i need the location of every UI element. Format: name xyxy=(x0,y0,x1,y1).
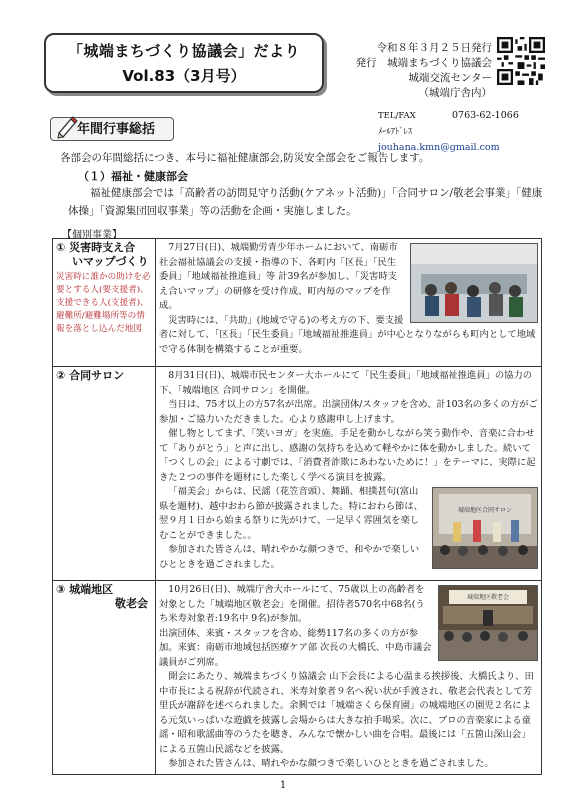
pencil-icon xyxy=(54,113,80,139)
publisher-location: （城端庁舎内） xyxy=(418,87,492,99)
event-title: ② 合同サロン xyxy=(56,369,125,382)
photo-banner-text: 城端地区合同サロン xyxy=(457,507,513,514)
newsletter-title-box xyxy=(44,33,324,93)
event-label-cell xyxy=(53,581,156,775)
email-label: ﾒｰﾙｱﾄﾞﾚｽ xyxy=(378,127,413,137)
event-row-map xyxy=(53,239,542,367)
event-paragraph: 参加された皆さんは、晴れやかな顔つきで、和やかで楽しいひとときを過ごされました。 xyxy=(159,544,420,570)
event-paragraph: 催し物としてまず、「笑いヨガ」を実施。手足を動かしながら笑う動作や、音楽に合わせて「ありがとう」と声に出し、感謝の気持ちを込めて軽やかに体を動かしました。続いて「つくしの会」による寸劇では、「消費者詐欺にあわないために！」をテーマに、実際に起きた２つの事件を題材にした楽しく学べる演目を披露。 xyxy=(159,428,536,483)
newsletter-title: 「城端まちづくり協議会」だより xyxy=(67,42,301,60)
tel-value: 0763-62-1066 xyxy=(452,110,519,121)
subsection-heading: （１）福祉・健康部会 xyxy=(78,170,188,183)
event-paragraph: 7月27日(日)、城端勤労青少年ホームにおいて、南砺市社会福祉協議会の支援・指導の下、各町内「区長」「民生委員」「地域福祉推進員」等 計39名が参加し、「災害時支え合いマップ」の研修を受け作成、町内毎のマップを作成。 xyxy=(159,242,398,311)
publisher-center: 城端交流センター xyxy=(408,72,492,84)
event-paragraph: 出演団体、来賓・スタッフを含め、総勢117名の多くの方が参加。来賓：南砺市地域包括医療ケア部 次長の大橋氏、中島市議会議員がご列席。 xyxy=(159,627,432,668)
qr-code-icon[interactable] xyxy=(497,37,545,85)
page-number: 1 xyxy=(279,780,287,791)
event-paragraph: 10月26日(日)、城端庁舎大ホールにて、75歳以上の高齢者を対象とした「城端地区敬老会」を開催。招待者570名中68名(うち米寿対象者:19名中 9名)が参加。 xyxy=(159,584,425,624)
subsection-paragraph: 福祉健康部会では「高齢者の訪問見守り活動(ケアネット活動)」「合同サロン/敬老会事業」「健康体操」「資源集団回収事業」等の活動を企画・実施しました。 xyxy=(68,187,543,217)
event-paragraph: 開会にあたり、城端まちづくり協議会 山下会長による心温まる挨拶後、大橋氏より、田中市長による祝辞が代読され、米寿対象者９名へ祝い状が手渡され、敬老会代表として芳里氏が謝辞を述べられました。余興では「城端さくら保育園」の城端地区の園児２名による元気いっぱいな遊戯を披露し会場からは大きな拍手喝采。次に、ブロの音楽家による童謡・昭和歌謡曲等のうたを聴き、みんなで懐かしい曲を合唱。最後には「五箇山深山会」による五箇山民謡などを披露。 xyxy=(159,671,534,755)
publish-date: 令和８年３月２５日発行 xyxy=(376,42,492,54)
event-row-keirokai xyxy=(53,581,542,775)
event-paragraph: 参加された皆さんは、晴れやかな顔つきで楽しいひとときを過ごされました。 xyxy=(168,758,494,769)
event-paragraph: 8月31日(日)、城端市民センター大ホールにて「民生委員」「地域福祉推進員」の協力の下、「城端地区 合同サロン」を開催。 xyxy=(159,370,533,396)
event-photo xyxy=(410,243,538,323)
event-photo xyxy=(432,487,538,569)
event-body-cell xyxy=(156,581,542,775)
event-photo xyxy=(438,585,538,661)
publisher-info xyxy=(332,41,492,101)
section-heading: 年間行事総括 xyxy=(50,117,174,141)
event-label-cell xyxy=(53,239,156,367)
event-body-cell xyxy=(156,239,542,367)
event-title-cont: いマップづくり xyxy=(72,255,149,268)
intro-text: 各部会の年間総括につき、本号に福祉健康部会,防災安全部会をご報告します。 xyxy=(60,152,430,164)
individual-events-label: 【個別事業】 xyxy=(62,230,122,241)
event-label-cell xyxy=(53,367,156,581)
event-body-cell xyxy=(156,367,542,581)
event-description: 災害時に誰かの助けを必要とする人(要支援者)、支援できる人(支援者)、避難所/避難場所等の情報を落とし込んだ地図 xyxy=(56,272,151,334)
contact-info xyxy=(378,108,566,156)
event-row-salon xyxy=(53,367,542,581)
event-paragraph: 当日は、75才以上の方57名が出席。出演団体/スタッフを含め、計103名の多くの方がご参加・ご協力いただきました。心より感謝申し上げます。 xyxy=(159,399,538,425)
tel-label: TEL/FAX xyxy=(378,111,416,121)
photo-banner-text: 城端地区敬老会 xyxy=(466,594,510,601)
event-paragraph: 災害時には、「共助」(地域で守る)の考え方の下、要支援者に対して、「区長」「民生委員」「地域福祉推進員」が中心となりながらも町内として地域で守る体制を構築することが重要。 xyxy=(159,314,536,355)
newsletter-volume: Vol.83（3月号） xyxy=(122,67,246,85)
publisher-name: 発行 城端まちづくり協議会 xyxy=(355,57,492,69)
event-title-cont: 敬老会 xyxy=(115,597,148,610)
event-title: ① 災害時支え合 xyxy=(56,241,136,254)
events-table xyxy=(52,238,542,775)
event-paragraph: 「福美会」からは、民謡（花笠音頭）、舞踊、相撲甚句(富山県を題材)、越中おわら節が披露されました。特におわら節は、翌９月１日から始まる祭りに先がけて、一足早く雰囲気を楽しむことができました。。 xyxy=(159,486,423,541)
email-link[interactable]: jouhana.kmn@gmail.com xyxy=(378,142,500,153)
event-title: ③ 城端地区 xyxy=(56,583,114,596)
